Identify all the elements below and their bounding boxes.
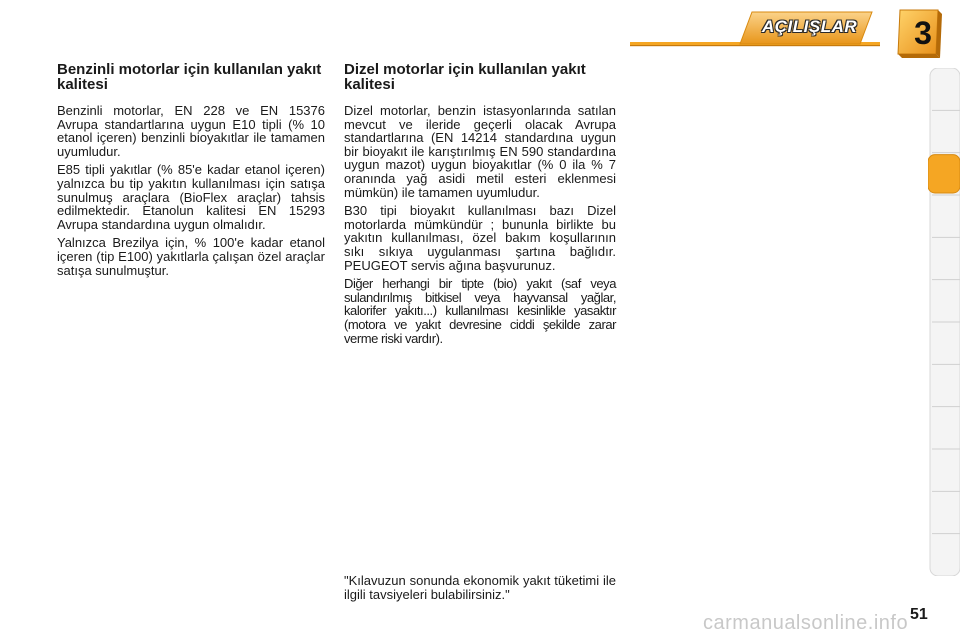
petrol-paragraph-1: Benzinli motorlar, EN 228 ve EN 15376 Avrupa standartlarına uygun E10 tipli (% 10 etanol içeren) benzinli bioyakıtlar ile tamamen uyumludur.	[57, 103, 325, 159]
diesel-paragraph-2: B30 tipi bioyakıt kullanılması bazı Dizel motorlarda mümkündür ; bununla birlikte bu yakıtın kullanılması, özel bakım koşullarının sıkı sıkıya uygulanması şartına bağlıdır. PEUGEOT servis ağına başvurunuz.	[344, 203, 616, 273]
side-tab-active[interactable]	[928, 155, 960, 193]
diesel-paragraph-3: Diğer herhangi bir tipte (bio) yakıt (saf veya sulandırılmış bitkisel veya hayvansal yağlar, kalorifer yakıtı...) kullanılması kesinlikle yasaktır (motora ve yakıt devresine ciddi şekilde zarar verme riski vardır).	[344, 276, 616, 346]
chapter-number: 3	[914, 15, 932, 51]
diesel-paragraph-1: Dizel motorlar, benzin istasyonlarında satılan mevcut ve ileride geçerli olacak Avrupa standartlarına (EN 14214 standardına uygun bir bioyakıt ile karıştırılmış EN 590 standardına uygun mazot) uygun bioyakıtlar (% 0 ila % 7 oranında yağ asidi metil esteri eklenmesi mümkün) ile tamamen uyumludur.	[344, 103, 616, 200]
petrol-fuel-section	[57, 62, 325, 282]
diesel-section-title: Dizel motorlar için kullanılan yakıt kalitesi	[344, 61, 586, 93]
petrol-paragraph-3: Yalnızca Brezilya için, % 100'e kadar etanol içeren (tip E100) yakıtlarla çalışan özel araçlar satışa sunulmuştur.	[57, 235, 325, 278]
diesel-fuel-section	[344, 62, 616, 350]
watermark: carmanualsonline.info	[703, 612, 909, 634]
economy-footnote: "Kılavuzun sonunda ekonomik yakıt tüketimi ile ilgili tavsiyeleri bulabilirsiniz."	[344, 573, 616, 602]
petrol-section-title: Benzinli motorlar için kullanılan yakıt kalitesi	[57, 61, 322, 93]
page-number: 51	[910, 606, 928, 623]
chapter-title: AÇILIŞLAR	[762, 17, 858, 36]
petrol-paragraph-2: E85 tipli yakıtlar (% 85'e kadar etanol içeren) yalnızca bu tip yakıtın kullanılması için satışa sunulmuş araçlara (BioFlex araçlar) tahsis edilmektedir. Etanolun kalitesi EN 15293 Avrupa standardına uygun olmalıdır.	[57, 162, 325, 232]
side-chapter-tabs	[928, 68, 960, 576]
